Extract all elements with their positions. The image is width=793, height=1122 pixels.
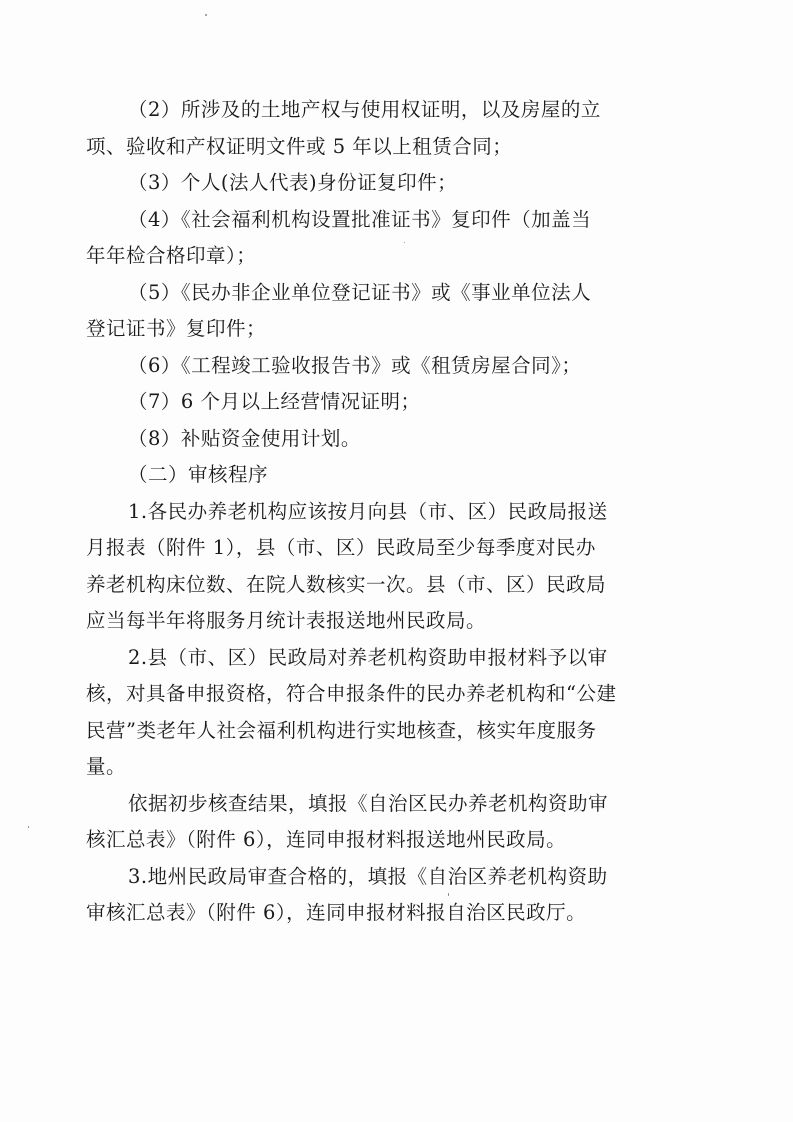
text-line: （8）补贴资金使用计划。 [128,426,361,450]
text-line: （7）6 个月以上经营情况证明； [128,390,421,413]
text-line: 审核汇总表》（附件 6），连同申报材料报自治区民政厅。 [86,901,587,924]
text-line: 核，对具备申报资格，符合申报条件的民办养老机构和“公建 [86,682,617,705]
text-line: （5）《民办非企业单位登记证书》或《事业单位法人 [128,280,592,304]
scan-speck [448,893,449,896]
text-line: 登记证书》复印件； [86,317,267,340]
document-body [86,92,626,932]
text-line: 核汇总表》（附件 6），连同申报材料报送地州民政局。 [86,828,567,851]
text-line: 3.地州民政局审查合格的，填报《自治区养老机构资助 [128,864,608,888]
text-line: 量。 [86,755,127,778]
text-line: 民营”类老年人社会福利机构进行实地核查，核实年度服务 [86,718,597,742]
text-line: 2.县（市、区）民政局对养老机构资助申报材料予以审 [128,645,608,669]
text-line: 项、验收和产权证明文件或 5 年以上租赁合同； [86,134,513,158]
text-line: （4）《社会福利机构设置批准证书》复印件（加盖当 [128,207,592,231]
text-line: 养老机构床位数、在院人数核实一次。县（市、区）民政局 [86,572,607,596]
scan-speck [28,826,29,828]
text-line: （6）《工程竣工验收报告书》或《租赁房屋合同》； [128,353,582,377]
text-line: 1.各民办养老机构应该按月向县（市、区）民政局报送 [128,499,608,523]
text-line: （2）所涉及的土地产权与使用权证明，以及房屋的立 [128,98,601,121]
text-line: （3）个人(法人代表)身份证复印件； [128,171,458,194]
text-line: 应当每半年将服务月统计表报送地州民政局。 [86,609,487,632]
text-line: 月报表（附件 1），县（市、区）民政局至少每季度对民办 [86,536,596,559]
text-line: 依据初步核查结果，填报《自治区民办养老机构资助审 [128,791,609,815]
scan-speck [404,242,405,243]
scan-speck [205,14,207,16]
section-heading: （二）审核程序 [128,463,269,486]
text-line: 年年检合格印章）； [86,244,257,267]
